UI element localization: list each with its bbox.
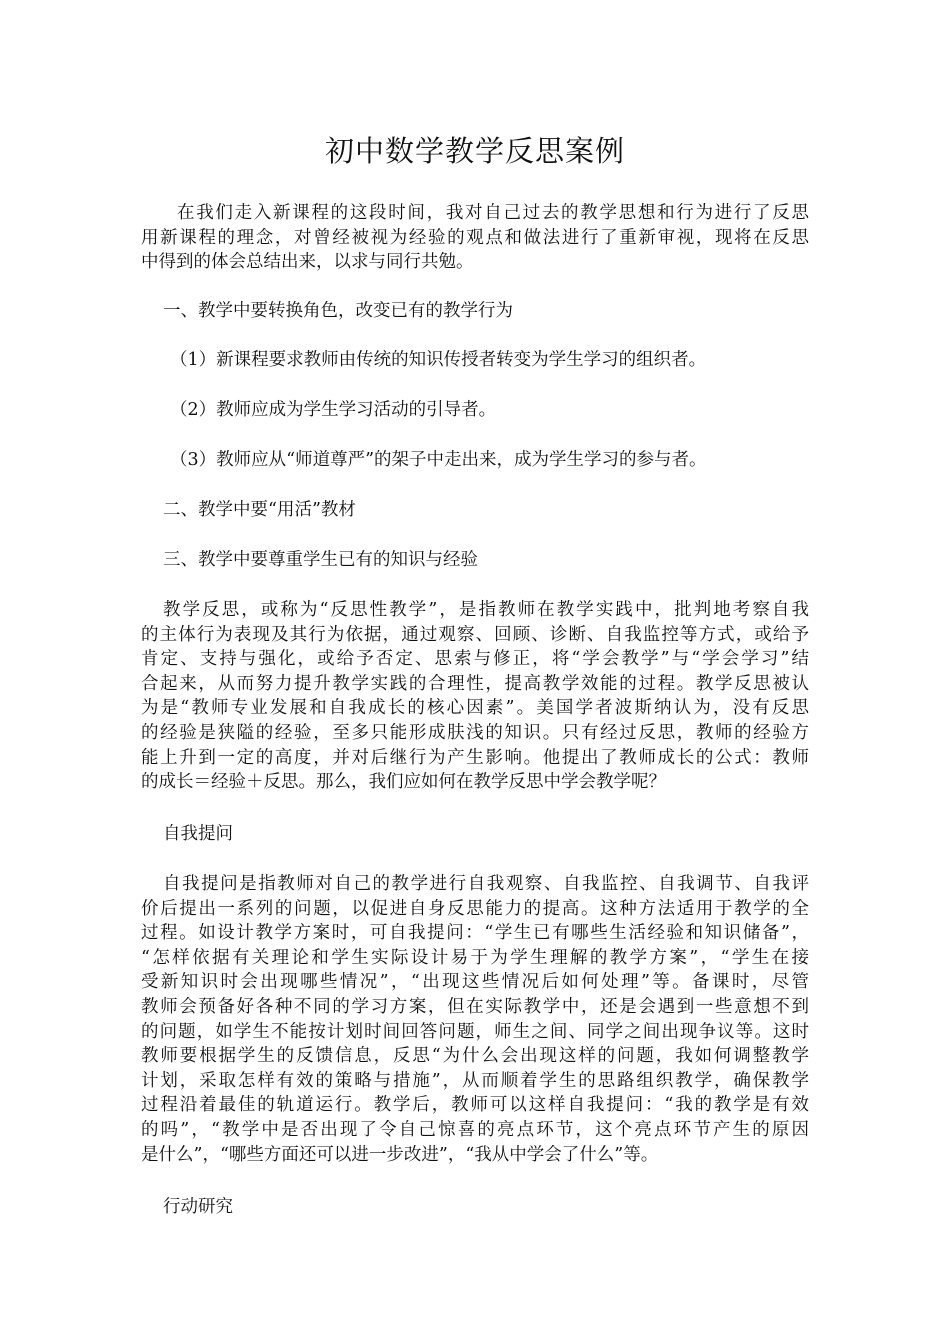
section-1-item: （3）教师应从“师道尊严”的架子中走出来，成为学生学习的参与者。	[170, 450, 707, 470]
section-1-item: （2）教师应成为学生学习活动的引导者。	[170, 400, 497, 420]
action-research-heading: 行动研究	[163, 1197, 233, 1217]
self-question-line: 的吗”，“教学中是否出现了令自己惊喜的亮点环节，这个亮点环节产生的原因	[141, 1119, 809, 1140]
self-question-line: 教师会预备好各种不同的学习方案，但在实际教学中，还是会遇到一些意想不到	[141, 996, 809, 1017]
reflection-line: 的经验是狭隘的经验，至多只能形成肤浅的知识。只有经过反思，教师的经验方	[141, 722, 809, 743]
section-1-item: （1）新课程要求教师由传统的知识传授者转变为学生学习的组织者。	[170, 350, 707, 370]
intro-paragraph	[141, 201, 809, 275]
intro-line: 在我们走入新课程的这段时间，我对自己过去的教学思想和行为进行了反思	[177, 203, 809, 223]
reflection-line: 合起来，从而努力提升教学实践的合理性，提高教学效能的过程。教学反思被认	[141, 673, 809, 694]
reflection-paragraph	[141, 598, 809, 795]
self-question-line: 受新知识时会出现哪些情况”，“出现这些情况后如何处理”等。备课时，尽管	[141, 972, 809, 993]
self-question-line: 价后提出一系列的问题，以促进自身反思能力的提高。这种方法适用于教学的全	[141, 898, 809, 919]
reflection-line: 的主体行为表现及其行为依据，通过观察、回顾、诊断、自我监控等方式，或给予	[141, 624, 809, 645]
self-question-line: “怎样依据有关理论和学生实际设计易于为学生理解的教学方案”，“学生在接	[141, 947, 809, 968]
intro-line: 用新课程的理念，对曾经被视为经验的观点和做法进行了重新审视，现将在反思	[141, 227, 809, 248]
self-question-line: 计划，采取怎样有效的策略与措施”，从而顺着学生的思路组织教学，确保教学	[141, 1070, 809, 1091]
self-question-line: 是什么”，“哪些方面还可以进一步改进”，“我从中学会了什么”等。	[141, 1144, 659, 1165]
section-3-heading: 三、教学中要尊重学生已有的知识与经验	[163, 550, 478, 570]
section-2-heading: 二、教学中要“用活”教材	[163, 500, 356, 520]
reflection-line: 能上升到一定的高度，并对后继行为产生影响。他提出了教师成长的公式：教师	[141, 747, 809, 768]
reflection-line: 教学反思，或称为“反思性教学”，是指教师在教学实践中，批判地考察自我	[163, 600, 809, 620]
reflection-line: 为是“教师专业发展和自我成长的核心因素”。美国学者波斯纳认为，没有反思	[141, 698, 809, 719]
section-1-heading: 一、教学中要转换角色，改变已有的教学行为	[163, 301, 513, 321]
intro-line: 中得到的体会总结出来，以求与同行共勉。	[141, 252, 474, 273]
self-question-paragraph	[141, 872, 809, 1167]
self-question-line: 教师要根据学生的反馈信息，反思“为什么会出现这样的问题，我如何调整教学	[141, 1046, 809, 1067]
document-title: 初中数学教学反思案例	[324, 134, 625, 168]
self-question-line: 过程。如设计教学方案时，可自我提问：“学生已有哪些生活经验和知识储备”，	[141, 923, 809, 944]
reflection-line: 的成长＝经验＋反思。那么，我们应如何在教学反思中学会教学呢？	[141, 772, 666, 793]
reflection-line: 肯定、支持与强化，或给予否定、思索与修正，将“学会教学”与“学会学习”结	[141, 649, 809, 670]
self-question-line: 自我提问是指教师对自己的教学进行自我观察、自我监控、自我调节、自我评	[163, 874, 809, 894]
self-question-line: 过程沿着最佳的轨道运行。教学后，教师可以这样自我提问：“我的教学是有效	[141, 1095, 809, 1116]
self-question-line: 的问题，如学生不能按计划时间回答问题，师生之间、同学之间出现争议等。这时	[141, 1021, 809, 1042]
self-question-heading: 自我提问	[163, 824, 233, 844]
